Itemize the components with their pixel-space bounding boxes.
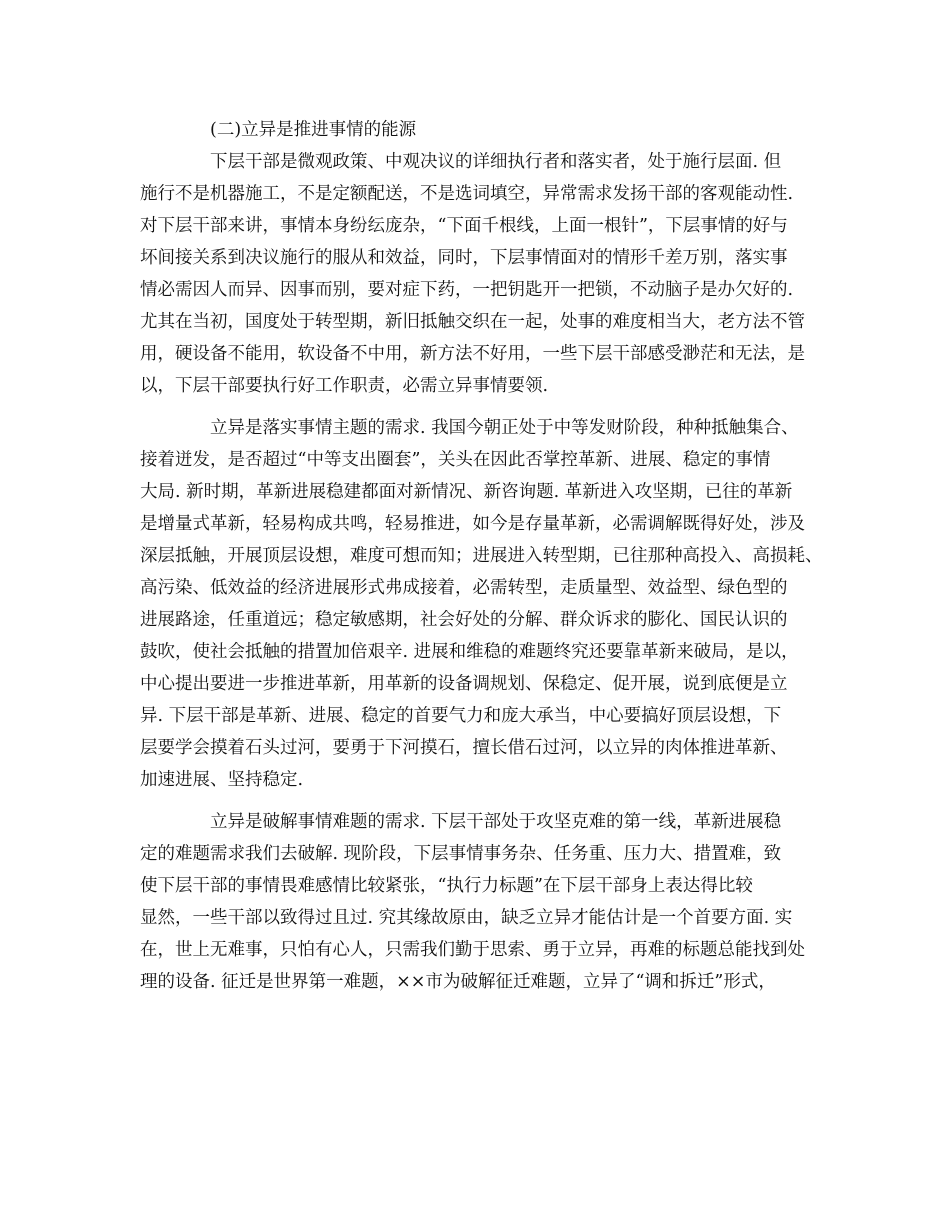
paragraph-line: 用，硬设备不能用，软设备不中用，新方法不好用，一些下层干部感受渺茫和无法，是 xyxy=(140,344,805,364)
paragraph-line: 情必需因人而异、因事而别，要对症下药，一把钥匙开一把锁，不动脑子是办欠好的. xyxy=(140,280,794,300)
paragraph-line: 尤其在当初，国度处于转型期，新旧抵触交织在一起，处事的难度相当大，老方法不管 xyxy=(140,312,805,332)
section-heading: (二)立异是推进事情的能源 xyxy=(210,120,417,140)
paragraph-line: 大局. 新时期，革新进展稳建都面对新情况、新咨询题. 革新进入攻坚期，已往的革新 xyxy=(140,482,793,502)
paragraph-line: 在，世上无难事，只怕有心人，只需我们勤于思索、勇于立异，再难的标题总能找到处 xyxy=(140,940,805,960)
paragraph-line: 接着迸发，是否超过“中等支出圈套”，关头在因此否掌控革新、进展、稳定的事情 xyxy=(140,450,771,470)
paragraph-line: 施行不是机器施工，不是定额配送，不是选词填空，异常需求发扬干部的客观能动性. xyxy=(140,184,794,204)
paragraph-line: 进展路途，任重道远；稳定敏感期，社会好处的分解、群众诉求的膨化、国民认识的 xyxy=(140,610,788,630)
paragraph-line: 坏间接关系到决议施行的服从和效益，同时，下层事情面对的情形千差万别，落实事 xyxy=(140,248,788,268)
paragraph-line: 使下层干部的事情畏难感情比较紧张，“执行力标题”在下层干部身上表达得比较 xyxy=(140,876,753,896)
paragraph-line: 立异是落实事情主题的需求. 我国今朝正处于中等发财阶段，种种抵触集合、 xyxy=(210,418,799,438)
paragraph-line: 深层抵触，开展顶层设想，难度可想而知；进展进入转型期，已往那种高投入、高损耗、 xyxy=(140,546,823,566)
paragraph-line: 鼓吹，使社会抵触的措置加倍艰辛. 进展和维稳的难题终究还要靠革新来破局，是以， xyxy=(140,642,799,662)
paragraph-1 xyxy=(140,146,830,402)
paragraph-gap xyxy=(140,402,830,412)
paragraph-line: 层要学会摸着石头过河，要勇于下河摸石，擅长借石过河，以立异的肉体推进革新、 xyxy=(140,738,788,758)
paragraph-gap xyxy=(140,796,830,806)
paragraph-line: 显然，一些干部以致得过且过. 究其缘故原由，缺乏立异才能估计是一个首要方面. 实 xyxy=(140,908,793,928)
paragraph-line: 加速进展、坚持稳定. xyxy=(140,770,304,790)
paragraph-2 xyxy=(140,412,830,796)
paragraph-line: 定的难题需求我们去破解. 现阶段，下层事情事务杂、任务重、压力大、措置难，致 xyxy=(140,844,782,864)
paragraph-line: 高污染、低效益的经济进展形式弗成接着，必需转型，走质量型、效益型、绿色型的 xyxy=(140,578,788,598)
paragraph-line: 理的设备. 征迁是世界第一难题，××市为破解征迁难题，立异了“调和拆迁”形式， xyxy=(140,972,776,992)
paragraph-line: 是增量式革新，轻易构成共鸣，轻易推进，如今是存量革新，必需调解既得好处，涉及 xyxy=(140,514,805,534)
paragraph-line: 异. 下层干部是革新、进展、稳定的首要气力和庞大承当，中心要搞好顶层设想，下 xyxy=(140,706,782,726)
paragraph-line: 下层干部是微观政策、中观决议的详细执行者和落实者，处于施行层面. 但 xyxy=(210,152,782,172)
document-body xyxy=(140,114,830,998)
paragraph-line: 以，下层干部要执行好工作职责，必需立异事情要领. xyxy=(140,376,549,396)
paragraph-3 xyxy=(140,806,830,998)
paragraph-line: 对下层干部来讲，事情本身纷纭庞杂，“下面千根线，上面一根针”，下层事情的好与 xyxy=(140,216,788,236)
paragraph-line: 立异是破解事情难题的需求. 下层干部处于攻坚克难的第一线，革新进展稳 xyxy=(210,812,782,832)
paragraph-line: 中心提出要进一步推进革新，用革新的设备调规划、保稳定、促开展，说到底便是立 xyxy=(140,674,788,694)
